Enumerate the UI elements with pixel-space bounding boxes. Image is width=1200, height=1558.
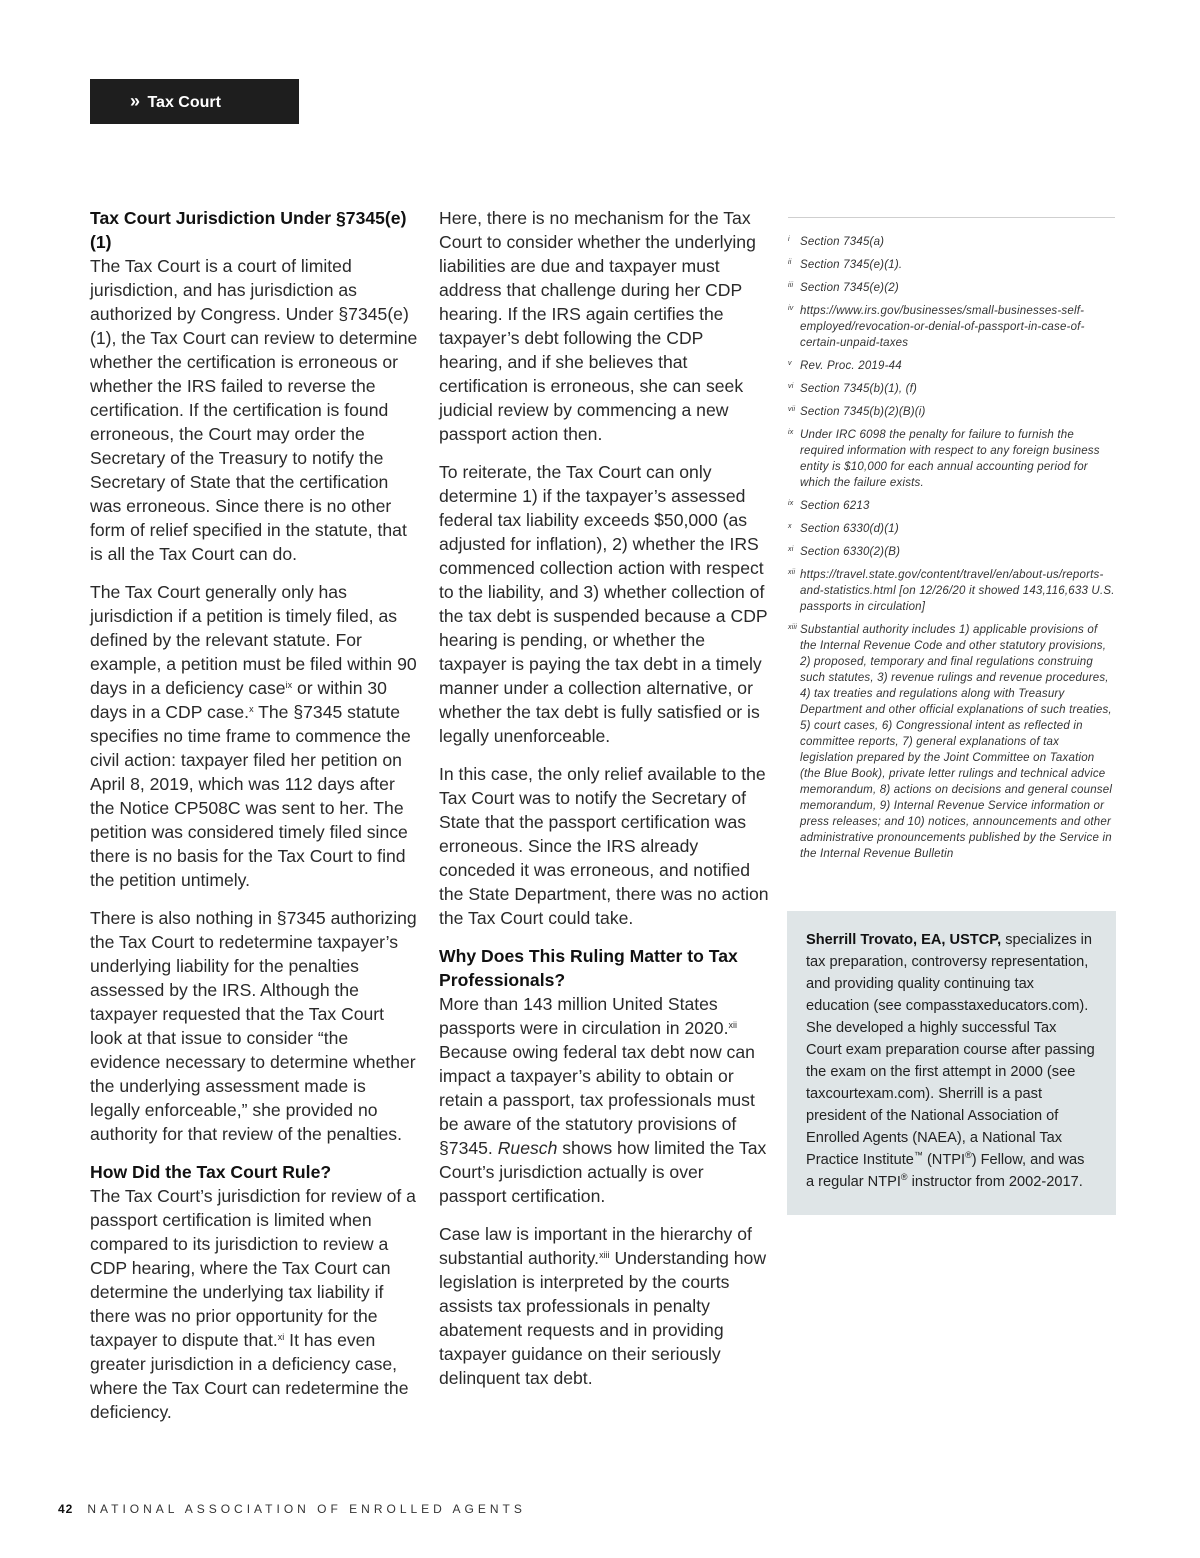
paragraph-text: The Tax Court’s jurisdiction for review of a passport certification is limited when compared to its jurisdiction to review a CDP hearing, where the Tax Court can determine the underlying tax liability if there was no prior opportunity for the taxpayer to dispute that. [90,1186,416,1350]
paragraph [90,906,420,1146]
paragraph [439,206,769,446]
paragraph [90,206,420,566]
paragraph-text: or within 30 days in a CDP case. [90,678,387,722]
endnote-ref: xiii [599,1250,610,1260]
registered-mark: ® [900,1172,908,1182]
section-heading: How Did the Tax Court Rule? [90,1162,332,1182]
bio-text: specializes in tax preparation, controversy representation, and providing quality continuing tax education (see compasstaxeducators.com). She developed a highly successful Tax Court exam preparation course after passing the exam on the first attempt in 2000 (see taxcourtexam.com). Sherrill is a past president of the National Association of Enrolled Agents (NAEA), a National Tax Practice Institute [806,932,1095,1168]
endnote-number: ix [788,500,794,507]
endnote-number: i [788,236,790,243]
endnote [788,622,1115,862]
article-column-1 [90,206,420,1438]
endnote-number: vii [788,406,796,413]
paragraph [90,1160,420,1424]
paragraph [439,944,769,1208]
paragraph-text: Here, there is no mechanism for the Tax Court to consider whether the underlying liabilities are due and taxpayer must address that challenge during her CDP hearing. If the IRS again certifies the taxpayer’s debt following the CDP hearing, and if she believes that certification is erroneous, she can seek judicial review by commencing a new passport action then. [439,208,756,444]
section-tag [90,79,299,124]
paragraph [90,580,420,892]
paragraph-text: Understanding how legislation is interpreted by the courts assists tax professionals in penalty abatement requests and in providing taxpayer guidance on their seriously delinquent tax debt. [439,1248,767,1388]
trademark-mark: ™ [913,1150,923,1160]
endnote [788,521,1115,537]
registered-mark: ® [965,1150,972,1160]
endnote-number: v [788,360,792,367]
endnote-number: ii [788,259,792,266]
endnote-number: ix [788,429,794,436]
endnote [788,234,1115,250]
endnote-number: iii [788,282,794,289]
paragraph-text: More than 143 million United States passports were in circulation in 2020. [439,994,729,1038]
endnote-ref: x [249,704,254,714]
paragraph-text: It has even greater jurisdiction in a deficiency case, where the Tax Court can redetermine the deficiency. [90,1330,409,1422]
endnotes-list [788,217,1115,869]
endnote [788,280,1115,296]
endnote-link[interactable]: https://www.irs.gov/businesses/small-businesses-self-employed/revocation-or-denial-of-passport-in-case-of-certain-unpaid-taxes [800,305,1085,349]
article-column-2 [439,206,769,1404]
bio-text: instructor from 2002-2017. [907,1174,1083,1190]
paragraph-text: shows how limited the Tax Court’s jurisdiction actually is over passport certification. [439,1138,767,1206]
section-heading: Why Does This Ruling Matter to Tax Professionals? [439,946,738,990]
section-tag-label: Tax Court [147,94,221,111]
endnote-text: Section 7345(a) [800,236,885,248]
endnote-ref: xii [728,1020,737,1030]
bio-text: ) Fellow, and was a regular NTPI [806,1152,1085,1190]
paragraph [439,1222,769,1390]
endnote [788,404,1115,420]
endnote [788,498,1115,514]
paragraph [439,762,769,930]
paragraph-text: The Tax Court generally only has jurisdiction if a petition is timely filed, as defined by the relevant statute. For example, a petition must be filed within 90 days in a deficiency case [90,582,417,698]
endnote-text: Substantial authority includes 1) applicable provisions of the Internal Revenue Code and other statutory provisions, 2) proposed, temporary and final regulations construing such statutes, 3) revenue rulings and revenue procedures, 4) tax treaties and regulations along with Treasury Department and other official explanations of such treaties, 5) court cases, 6) Congressional intent as reflected in committee reports, 7) general explanations of tax legislation prepared by the Joint Committee on Taxation (the Blue Book), private letter rulings and technical advice memorandum, 8) actions on decisions and general counsel memorandum, 9) Internal Revenue Service information or press releases; and 10) notices, announcements and other administrative pronouncements published by the Service in the Internal Revenue Bulletin [800,624,1113,860]
endnote [788,381,1115,397]
endnote-text: Section 7345(e)(2) [800,282,899,294]
endnote-number: x [788,523,792,530]
endnote[interactable] [788,303,1115,351]
paragraph-text: There is also nothing in §7345 authorizing the Tax Court to redetermine taxpayer’s underlying liability for the penalties assessed by the IRS. Although the taxpayer requested that the Tax Court look at that issue to consider “the evidence necessary to determine whether the underlying assessment made is legally enforceable,” she provided no authority for that review of the penalties. [90,908,417,1144]
endnote-text: Section 7345(b)(2)(B)(i) [800,406,926,418]
endnote-ref: xi [277,1332,285,1342]
endnote-link[interactable]: https://travel.state.gov/content/travel/en/about-us/reports-and-statistics.html [on 12/26/20 it showed 143,116,633 U.S. passports in circulation] [800,569,1115,613]
page-number: 42 [58,1502,74,1516]
endnote-ref: ix [285,680,293,690]
endnote [788,257,1115,273]
endnote-number: xii [788,569,796,576]
section-heading: Tax Court Jurisdiction Under §7345(e)(1) [90,208,407,252]
paragraph-text: The §7345 statute specifies no time frame to commence the civil action: taxpayer filed her petition on April 8, 2019, which was 112 days after the Notice CP508C was sent to her. The petition was considered timely filed since there is no basis for the Tax Court to find the petition untimely. [90,702,411,890]
bio-text: (NTPI [922,1152,966,1168]
endnote-text: Section 7345(b)(1), (f) [800,383,918,395]
author-name: Sherrill Trovato, EA, USTCP, [806,932,1002,948]
endnote-text: Section 7345(e)(1). [800,259,903,271]
endnote-text: Section 6330(d)(1) [800,523,899,535]
publication-name: NATIONAL ASSOCIATION OF ENROLLED AGENTS [87,1502,526,1516]
paragraph [439,460,769,748]
endnote-number: xi [788,546,794,553]
paragraph-text: Because owing federal tax debt now can impact a taxpayer’s ability to obtain or retain a passport, tax professionals must be aware of the statutory provisions of §7345. [439,1042,755,1158]
endnote [788,358,1115,374]
endnote-number: iv [788,305,794,312]
author-bio [787,911,1116,1215]
endnote-text: Section 6213 [800,500,870,512]
chevron-right-icon: » [130,91,141,111]
paragraph-text: In this case, the only relief available to the Tax Court was to notify the Secretary of State that the passport certification was erroneous. Since the IRS already conceded it was erroneous, and notified the State Department, there was no action the Tax Court could take. [439,764,769,928]
paragraph-text: Case law is important in the hierarchy of substantial authority. [439,1224,752,1268]
endnote-text: Rev. Proc. 2019-44 [800,360,902,372]
endnote-text: Section 6330(2)(B) [800,546,901,558]
endnote-number: xiii [788,624,797,631]
case-name: Ruesch [497,1138,558,1158]
paragraph-text: The Tax Court is a court of limited jurisdiction, and has jurisdiction as authorized by Congress. Under §7345(e)(1), the Tax Court can review to determine whether the certification is erroneous or whether the IRS failed to reverse the certification. If the certification is found erroneous, the Court may order the Secretary of the Treasury to notify the Secretary of State that the certification was erroneous. Since there is no other form of relief specified in the statute, that is all the Tax Court can do. [90,256,418,564]
endnote-number: vi [788,383,794,390]
endnote-text: Under IRC 6098 the penalty for failure to furnish the required information with respect to any foreign business entity is $10,000 for each annual accounting period for which the failure exists. [800,429,1100,489]
paragraph-text: To reiterate, the Tax Court can only determine 1) if the taxpayer’s assessed federal tax liability exceeds $50,000 (as adjusted for inflation), 2) whether the IRS commenced collection action with respect to the liability, and 3) whether collection of the tax debt is suspended because a CDP hearing is pending, or whether the taxpayer is paying the tax debt in a timely manner under a collection alternative, or whether the tax debt is fully satisfied or is legally unenforceable. [439,462,768,746]
page-footer [58,1502,526,1516]
endnote [788,544,1115,560]
endnote[interactable] [788,567,1115,615]
endnote [788,427,1115,491]
